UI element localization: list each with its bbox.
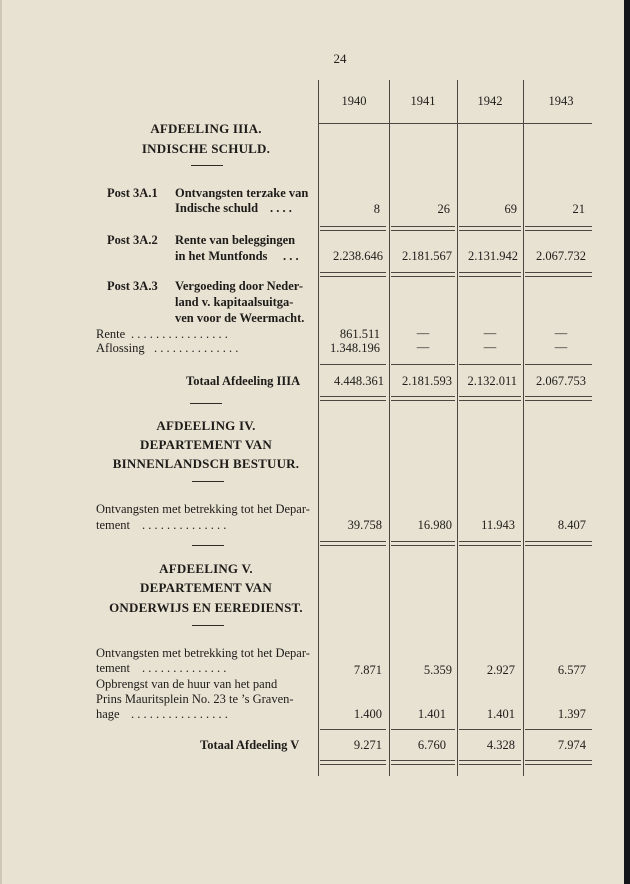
- row-label: tement: [96, 518, 131, 532]
- single-rule: [391, 729, 455, 730]
- section-iv-title: AFDEELING IV.: [156, 418, 256, 433]
- value-cell: 69: [504, 202, 517, 216]
- section-v-subtitle: ONDERWIJS EN EEREDIENST.: [109, 600, 303, 615]
- value-cell: —: [416, 340, 430, 354]
- section-iiia-subtitle: INDISCHE SCHULD.: [141, 141, 271, 156]
- double-rule: [525, 541, 592, 546]
- post-description: ven voor de Weermacht.: [175, 311, 305, 325]
- value-cell: 26: [437, 202, 450, 216]
- double-rule: [525, 396, 592, 401]
- single-rule: [320, 364, 386, 365]
- post-description: Rente van beleggingen: [175, 233, 296, 247]
- year-header: 1940: [341, 94, 367, 108]
- value-cell: 1.401: [486, 707, 515, 721]
- row-label: tement: [96, 661, 131, 675]
- post-description: land v. kapitaalsuitga-: [175, 295, 294, 309]
- double-rule: [320, 541, 386, 546]
- total-value: 2.067.753: [536, 374, 586, 388]
- leader-dots: . . . . . . . . . . . . . . . .: [131, 707, 228, 721]
- row-label: Prins Mauritsplein No. 23 te ’s Graven-: [96, 692, 294, 706]
- value-cell: 8.407: [557, 518, 586, 532]
- row-label: hage: [96, 707, 120, 721]
- double-rule: [391, 272, 455, 277]
- total-label: Totaal Afdeeling V: [200, 738, 300, 752]
- value-cell: 21: [572, 202, 585, 216]
- value-cell: 8: [373, 202, 380, 216]
- value-cell: —: [483, 340, 497, 354]
- leader-dots: . . .: [283, 249, 299, 263]
- double-rule: [459, 272, 521, 277]
- double-rule: [320, 226, 386, 231]
- value-cell: 2.238.646: [333, 249, 383, 263]
- section-v-subtitle: DEPARTEMENT VAN: [140, 580, 272, 595]
- total-value: 2.132.011: [467, 374, 517, 388]
- leader-dots: . . . . . . . . . . . . . . . .: [131, 327, 228, 341]
- total-value: 4.328: [486, 738, 515, 752]
- value-cell: 5.359: [423, 663, 452, 677]
- section-iv-subtitle: DEPARTEMENT VAN: [140, 437, 272, 452]
- total-value: 2.181.593: [402, 374, 452, 388]
- total-value: 6.760: [417, 738, 446, 752]
- value-cell: 39.758: [347, 518, 382, 532]
- value-cell: 16.980: [417, 518, 452, 532]
- short-rule: [192, 545, 224, 546]
- leader-dots: . . . . . . . . . . . . . .: [154, 341, 239, 355]
- double-rule: [391, 541, 455, 546]
- single-rule: [525, 729, 592, 730]
- single-rule: [525, 364, 592, 365]
- double-rule: [391, 226, 455, 231]
- year-header: 1943: [548, 94, 574, 108]
- short-rule: [190, 403, 222, 404]
- double-rule: [459, 541, 521, 546]
- value-cell: —: [554, 326, 568, 340]
- double-rule: [525, 760, 592, 765]
- double-rule: [320, 272, 386, 277]
- post-description: Ontvangsten terzake van: [175, 186, 309, 200]
- leader-dots: . . . . . . . . . . . . . .: [142, 661, 227, 675]
- page-edge: [0, 0, 2, 884]
- value-cell: 1.397: [557, 707, 586, 721]
- header-rule: [318, 123, 592, 124]
- section-iiia-title: AFDEELING IIIA.: [150, 121, 262, 136]
- post-description: Indische schuld: [175, 201, 259, 215]
- single-rule: [459, 729, 521, 730]
- value-cell: 861.511: [339, 327, 380, 341]
- value-cell: —: [416, 326, 430, 340]
- value-cell: 11.943: [481, 518, 515, 532]
- total-value: 9.271: [353, 738, 382, 752]
- double-rule: [320, 396, 386, 401]
- short-rule: [192, 625, 224, 626]
- double-rule: [391, 396, 455, 401]
- section-v-title: AFDEELING V.: [159, 561, 253, 576]
- value-cell: 2.181.567: [402, 249, 452, 263]
- single-rule: [320, 729, 386, 730]
- row-label: Ontvangsten met betrekking tot het Depar-: [96, 502, 310, 516]
- double-rule: [320, 760, 386, 765]
- single-rule: [459, 364, 521, 365]
- leader-dots: . . . . . . . . . . . . . .: [142, 518, 227, 532]
- row-label: Ontvangsten met betrekking tot het Depar-: [96, 646, 310, 660]
- double-rule: [459, 396, 521, 401]
- post-code: Post 3A.1: [107, 186, 158, 200]
- value-cell: 2.927: [486, 663, 515, 677]
- section-iv-subtitle: BINNENLANDSCH BESTUUR.: [112, 456, 300, 471]
- total-value: 7.974: [557, 738, 586, 752]
- leader-dots: . . . .: [270, 201, 292, 215]
- post-description: in het Muntfonds: [175, 249, 268, 263]
- total-value: 4.448.361: [334, 374, 384, 388]
- double-rule: [525, 226, 592, 231]
- value-cell: 6.577: [557, 663, 586, 677]
- row-label: Rente: [96, 327, 126, 341]
- post-description: Vergoeding door Neder-: [175, 279, 303, 293]
- post-code: Post 3A.3: [107, 279, 158, 293]
- year-header: 1942: [477, 94, 503, 108]
- value-cell: —: [554, 340, 568, 354]
- value-cell: 7.871: [353, 663, 382, 677]
- value-cell: 2.131.942: [468, 249, 518, 263]
- total-label: Totaal Afdeeling IIIA: [186, 374, 301, 388]
- double-rule: [459, 760, 521, 765]
- value-cell: 1.401: [417, 707, 446, 721]
- single-rule: [391, 364, 455, 365]
- row-label: Opbrengst van de huur van het pand: [96, 677, 278, 691]
- post-code: Post 3A.2: [107, 233, 158, 247]
- value-cell: —: [483, 326, 497, 340]
- value-cell: 1.400: [353, 707, 382, 721]
- short-rule: [191, 165, 223, 166]
- double-rule: [525, 272, 592, 277]
- page-number: 24: [333, 51, 347, 66]
- double-rule: [459, 226, 521, 231]
- double-rule: [391, 760, 455, 765]
- value-cell: 1.348.196: [330, 341, 380, 355]
- short-rule: [192, 481, 224, 482]
- value-cell: 2.067.732: [536, 249, 586, 263]
- row-label: Aflossing: [96, 341, 145, 355]
- year-header: 1941: [410, 94, 436, 108]
